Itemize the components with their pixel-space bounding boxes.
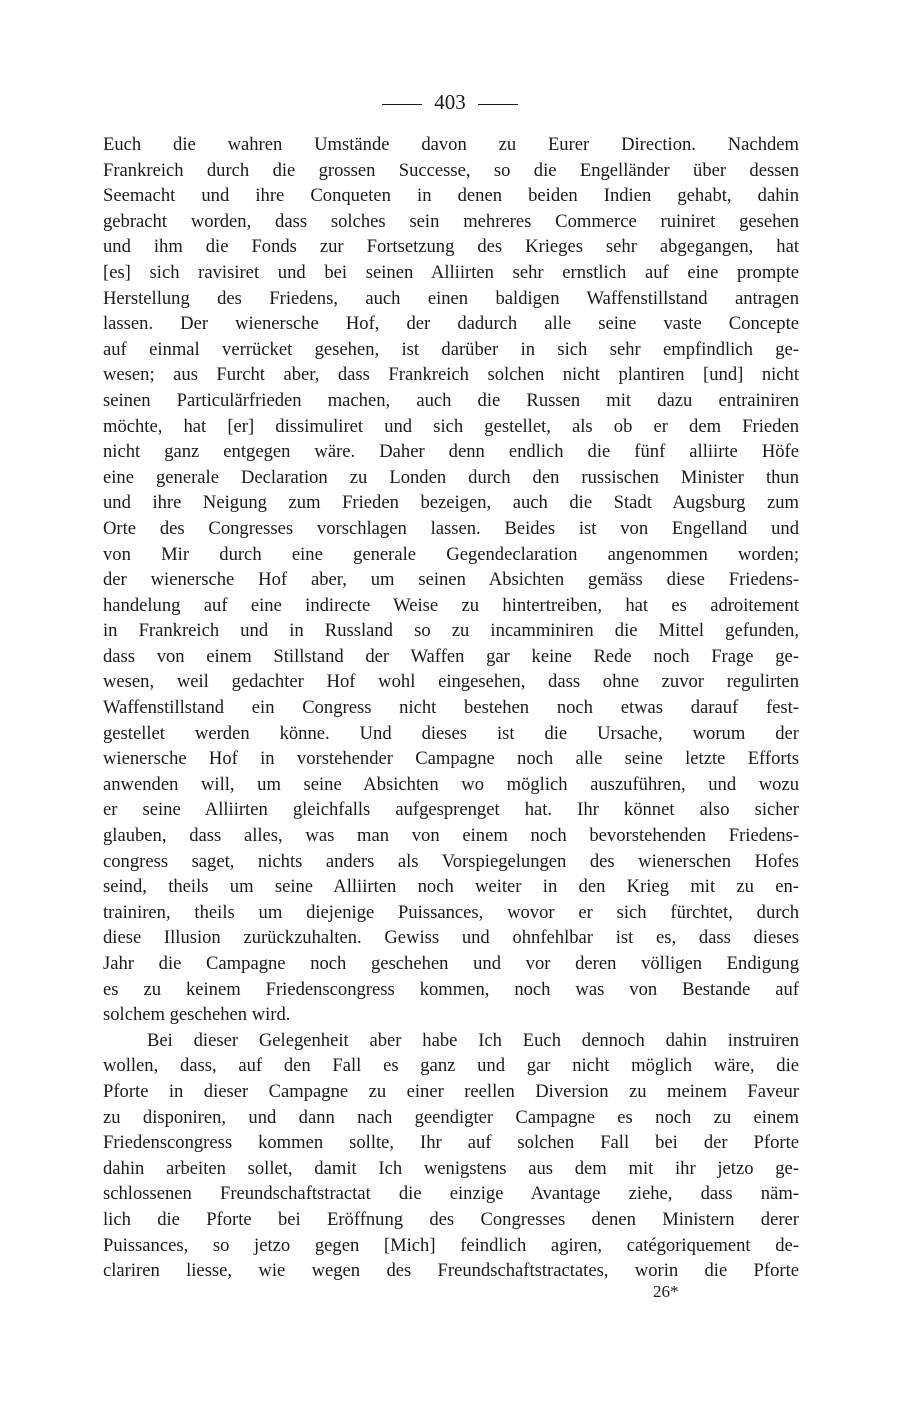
text-line: Puissances, so jetzo gegen [Mich] feindlich agiren, catégoriquement de- [103, 1234, 799, 1256]
body-text [103, 132, 799, 1284]
text-line: wienersche Hof in vorstehender Campagne noch alle seine letzte Efforts [103, 748, 799, 770]
text-line: Seemacht und ihre Conqueten in denen beiden Indien gehabt, dahin [103, 185, 799, 207]
right-rule [478, 104, 518, 105]
text-line: nicht ganz entgegen wäre. Daher denn endlich die fünf alliirte Höfe [103, 441, 799, 463]
text-line: er seine Alliirten gleichfalls aufgesprenget hat. Ihr könnet also sicher [103, 799, 799, 821]
text-line: dass von einem Stillstand der Waffen gar keine Rede noch Frage ge- [103, 645, 799, 667]
text-line: anwenden will, um seine Absichten wo möglich auszuführen, und wozu [103, 773, 799, 795]
text-line: Pforte in dieser Campagne zu einer reellen Diversion zu meinem Faveur [103, 1080, 799, 1102]
text-line: seinen Particulärfrieden machen, auch die Russen mit dazu entrainiren [103, 389, 799, 411]
text-line: schlossenen Freundschaftstractat die einzige Avantage ziehe, dass näm- [103, 1183, 799, 1205]
text-line: lassen. Der wienersche Hof, der dadurch alle seine vaste Concepte [103, 313, 799, 335]
text-line: der wienersche Hof aber, um seinen Absichten gemäss diese Friedens- [103, 569, 799, 591]
text-line: glauben, dass alles, was man von einem noch bevorstehenden Friedens- [103, 825, 799, 847]
text-line: gebracht worden, dass solches sein mehreres Commerce ruiniret gesehen [103, 210, 799, 232]
text-line: Frankreich durch die grossen Successe, so die Engelländer über dessen [103, 159, 799, 181]
text-line: zu disponiren, und dann nach geendigter Campagne es noch zu einem [103, 1106, 799, 1128]
text-line: Jahr die Campagne noch geschehen und vor deren völligen Endigung [103, 953, 799, 974]
text-line: von Mir durch eine generale Gegendeclaration angenommen worden; [103, 543, 799, 565]
text-line: gestellet werden könne. Und dieses ist die Ursache, worum der [103, 722, 799, 744]
text-line: [es] sich ravisiret und bei seinen Alliirten sehr ernstlich auf eine prompte [103, 261, 799, 283]
left-rule [382, 104, 422, 105]
text-line: wesen; aus Furcht aber, dass Frankreich solchen nicht plantiren [und] nicht [103, 364, 799, 386]
text-line: Friedenscongress kommen sollte, Ihr auf solchen Fall bei der Pforte [103, 1132, 799, 1154]
text-line: Euch die wahren Umstände davon zu Eurer Direction. Nachdem [103, 134, 799, 155]
text-line: möchte, hat [er] dissimuliret und sich gestellet, als ob er dem Frieden [103, 415, 799, 437]
text-line: Herstellung des Friedens, auch einen baldigen Waffenstillstand antragen [103, 287, 799, 309]
text-line: dahin arbeiten sollet, damit Ich wenigstens aus dem mit ihr jetzo ge- [103, 1157, 799, 1179]
text-line: eine generale Declaration zu Londen durch den russischen Minister thun [103, 466, 799, 488]
text-line: Orte des Congresses vorschlagen lassen. Beides ist von Engelland und [103, 517, 799, 539]
page-header [0, 90, 900, 114]
signature-mark: 26* [653, 1282, 679, 1301]
text-line: auf einmal verrücket gesehen, ist darüber in sich sehr empfindlich ge- [103, 338, 799, 360]
text-line: solchem geschehen wird. [103, 1004, 291, 1026]
text-line: diese Illusion zurückzuhalten. Gewiss und ohnfehlbar ist es, dass dieses [103, 927, 799, 949]
text-line: Bei dieser Gelegenheit aber habe Ich Euch dennoch dahin instruiren [147, 1029, 799, 1051]
text-line: congress saget, nichts anders als Vorspiegelungen des wienerschen Hofes [103, 850, 799, 872]
text-line: trainiren, theils um diejenige Puissances, wovor er sich fürchtet, durch [103, 901, 799, 923]
text-line: wollen, dass, auf den Fall es ganz und gar nicht möglich wäre, die [103, 1055, 799, 1077]
text-line: und ihm die Fonds zur Fortsetzung des Krieges sehr abgegangen, hat [103, 236, 799, 258]
text-line: und ihre Neigung zum Frieden bezeigen, auch die Stadt Augsburg zum [103, 492, 799, 514]
page-number: 403 [434, 90, 466, 114]
text-line: lich die Pforte bei Eröffnung des Congresses denen Ministern derer [103, 1208, 799, 1230]
text-line: es zu keinem Friedenscongress kommen, noch was von Bestande auf [103, 978, 799, 1000]
text-line: in Frankreich und in Russland so zu incamminiren die Mittel gefunden, [103, 620, 799, 642]
text-line: Waffenstillstand ein Congress nicht bestehen noch etwas darauf fest- [103, 697, 799, 719]
text-line: clariren liesse, wie wegen des Freundschaftstractates, worin die Pforte [103, 1260, 799, 1282]
text-line: handelung auf eine indirecte Weise zu hintertreiben, hat es adroitement [103, 594, 799, 616]
text-line: wesen, weil gedachter Hof wohl eingesehen, dass ohne zuvor regulirten [103, 671, 799, 693]
text-line: seind, theils um seine Alliirten noch weiter in den Krieg mit zu en- [103, 876, 799, 898]
